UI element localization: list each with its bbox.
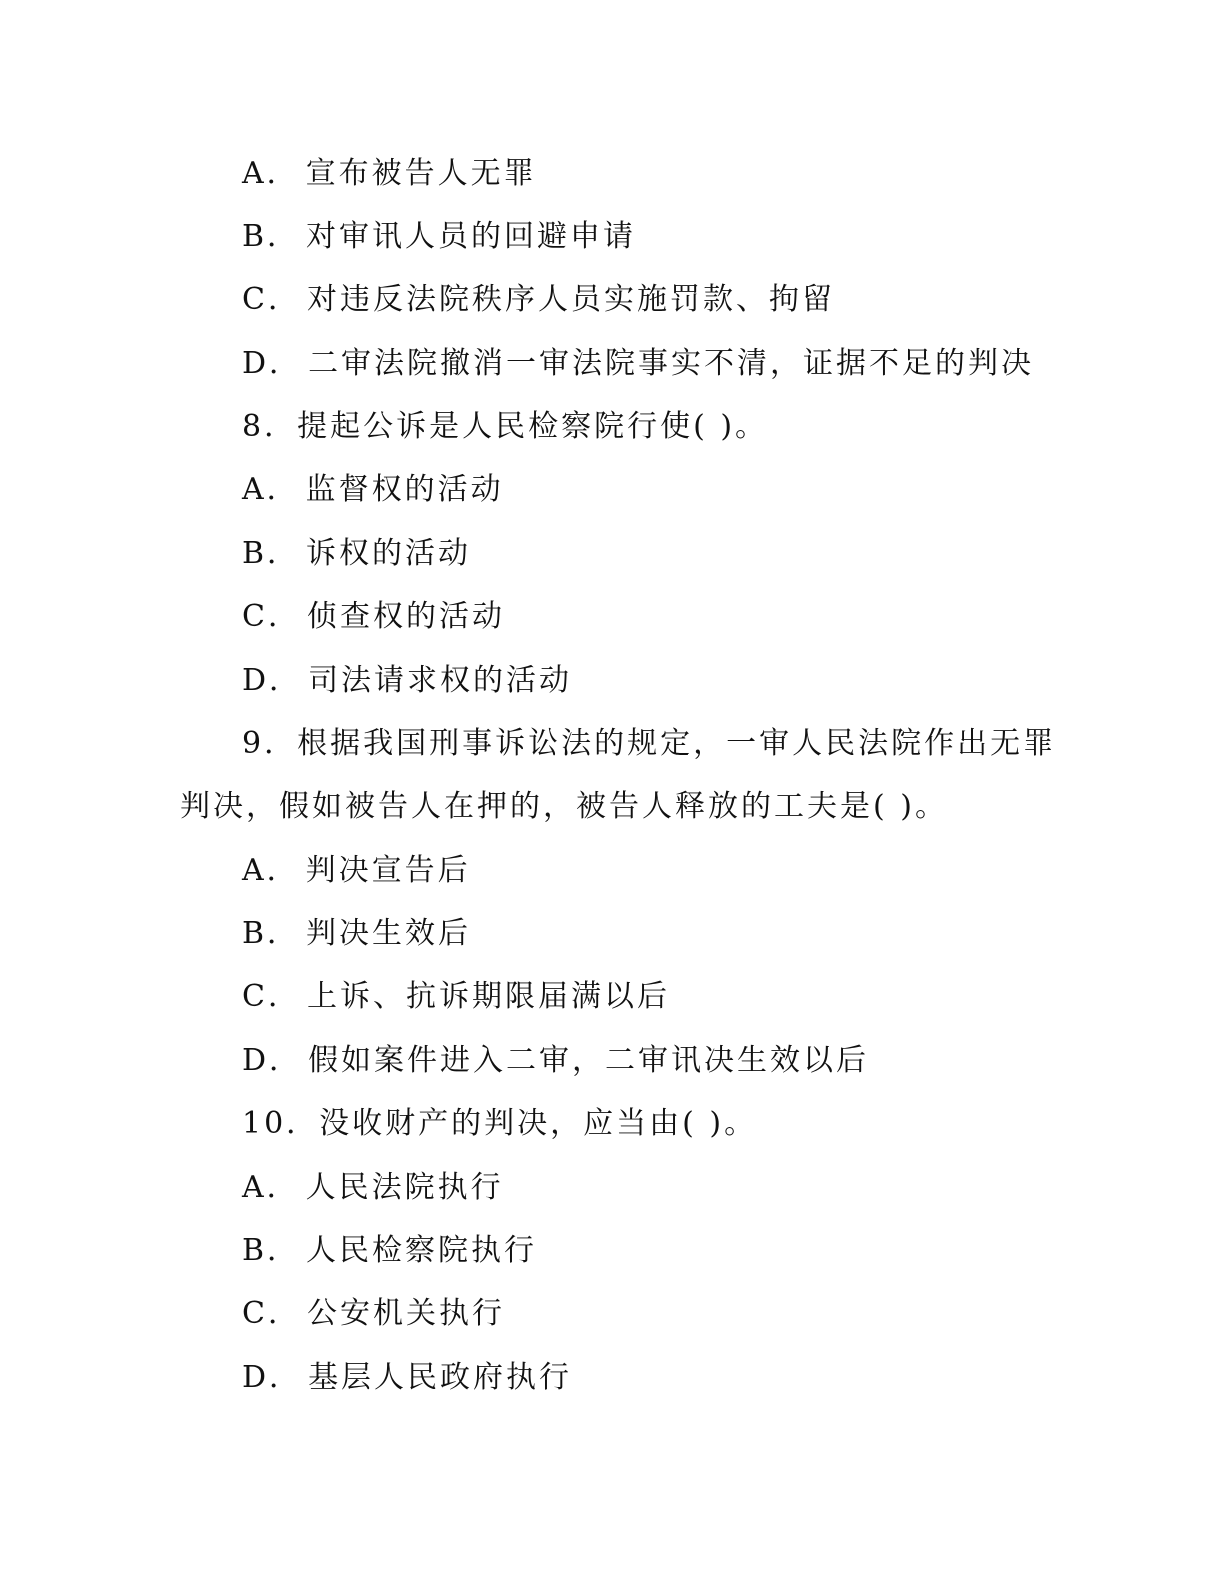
q9-option-a bbox=[242, 851, 471, 891]
q8-stem: 8．提起公诉是人民检察院行使( )。 bbox=[242, 409, 769, 444]
q8-option-a bbox=[242, 470, 504, 510]
q9-option-c bbox=[242, 977, 670, 1017]
option-label: C． bbox=[242, 1296, 301, 1331]
option-label: C． bbox=[242, 282, 301, 317]
option-label: A． bbox=[242, 853, 300, 888]
q8-option-c bbox=[242, 597, 505, 637]
option-text: 二审法院撤消一审法院事实不清，证据不足的判决 bbox=[308, 346, 1035, 381]
option-text: 对违反法院秩序人员实施罚款、拘留 bbox=[306, 282, 835, 317]
option-label: A． bbox=[242, 156, 300, 191]
option-text: 公安机关执行 bbox=[306, 1296, 505, 1331]
option-label: B． bbox=[242, 1233, 301, 1268]
q8-option-d bbox=[242, 661, 572, 701]
q7-option-a bbox=[242, 154, 537, 194]
q9-option-b bbox=[242, 914, 471, 954]
option-text: 假如案件进入二审，二审讯决生效以后 bbox=[308, 1043, 870, 1078]
option-label: D． bbox=[242, 346, 303, 381]
option-text: 宣布被告人无罪 bbox=[305, 156, 537, 191]
option-label: C． bbox=[242, 979, 301, 1014]
option-label: B． bbox=[242, 536, 301, 571]
q7-option-b bbox=[242, 217, 636, 257]
option-text: 判决生效后 bbox=[306, 916, 472, 951]
option-text: 司法请求权的活动 bbox=[308, 663, 573, 698]
option-label: C． bbox=[242, 599, 301, 634]
option-text: 人民检察院执行 bbox=[306, 1233, 538, 1268]
q10-option-b bbox=[242, 1231, 537, 1271]
q10-option-c bbox=[242, 1294, 505, 1334]
q7-option-d bbox=[242, 344, 1034, 384]
option-label: B． bbox=[242, 219, 301, 254]
option-label: A． bbox=[242, 1170, 300, 1205]
q9-stem-line-1: 9．根据我国刑事诉讼法的规定，一审人民法院作出无罪 bbox=[242, 726, 1057, 761]
option-text: 判决宣告后 bbox=[305, 853, 471, 888]
option-text: 监督权的活动 bbox=[305, 472, 504, 507]
option-text: 对审讯人员的回避申请 bbox=[306, 219, 637, 254]
q10-option-d bbox=[242, 1358, 572, 1398]
q7-option-c bbox=[242, 280, 835, 320]
q10-stem: 10．没收财产的判决，应当由( )。 bbox=[242, 1106, 758, 1141]
option-label: A． bbox=[242, 472, 300, 507]
option-label: D． bbox=[242, 1360, 303, 1395]
option-text: 人民法院执行 bbox=[305, 1170, 504, 1205]
q9-option-d bbox=[242, 1041, 869, 1081]
option-label: D． bbox=[242, 663, 303, 698]
q8-option-b bbox=[242, 534, 471, 574]
q10-option-a bbox=[242, 1168, 504, 1208]
option-text: 上诉、抗诉期限届满以后 bbox=[306, 979, 670, 1014]
option-text: 基层人民政府执行 bbox=[308, 1360, 573, 1395]
option-text: 诉权的活动 bbox=[306, 536, 472, 571]
option-text: 侦查权的活动 bbox=[306, 599, 505, 634]
option-label: D． bbox=[242, 1043, 303, 1078]
q9-stem-line-2: 判决，假如被告人在押的，被告人释放的工夫是( )。 bbox=[180, 789, 948, 824]
option-label: B． bbox=[242, 916, 301, 951]
